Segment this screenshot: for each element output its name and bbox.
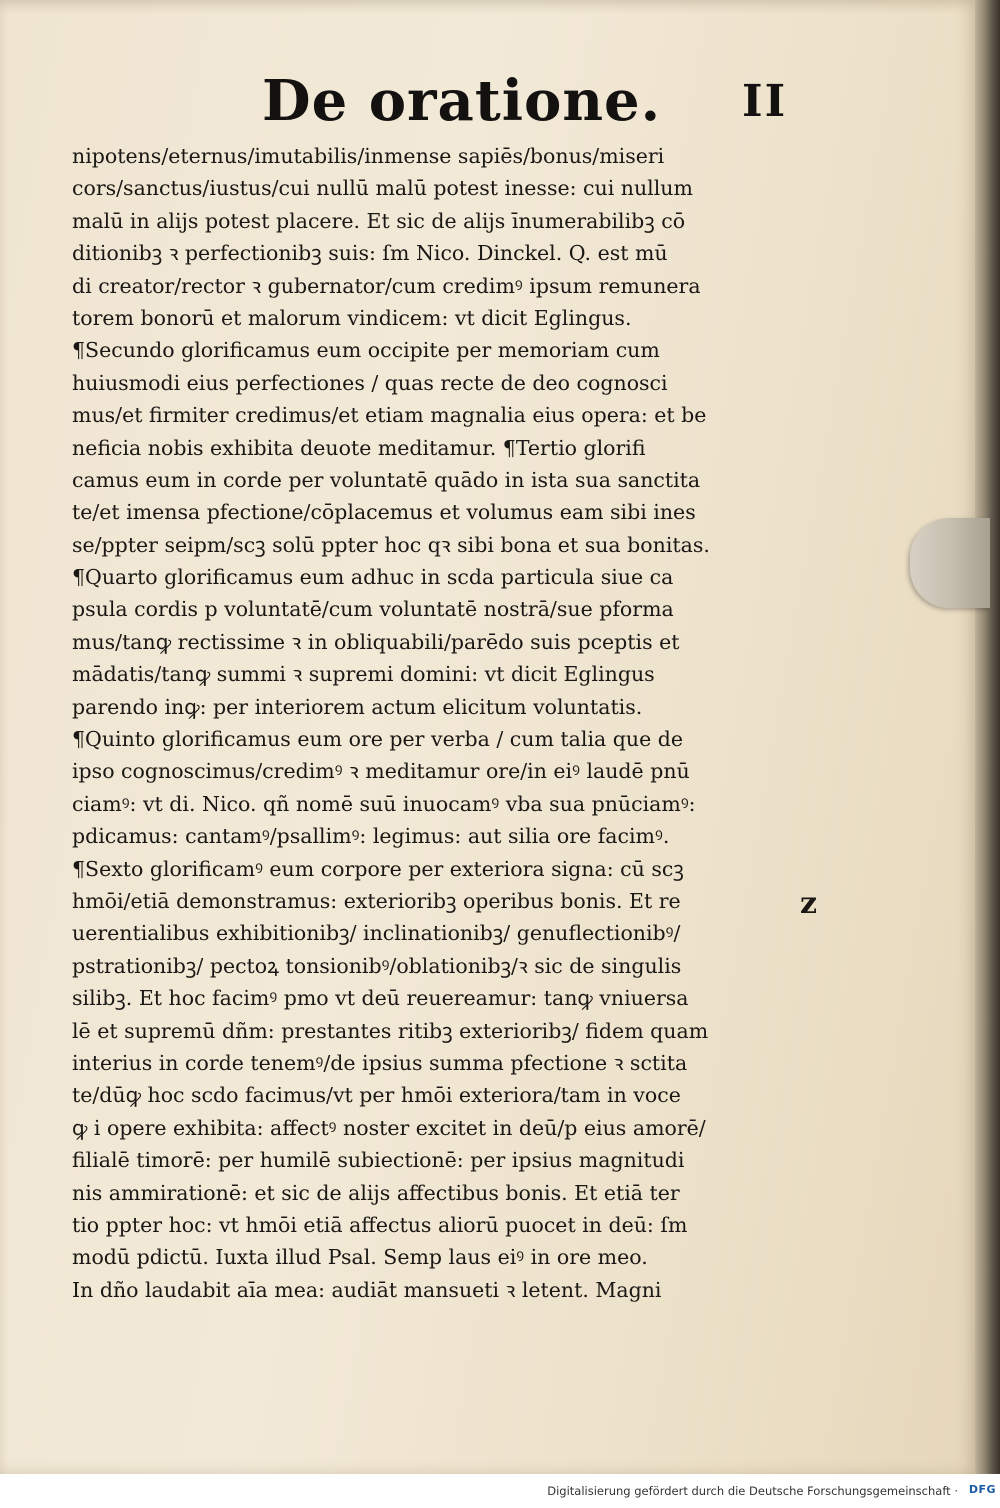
text-line: lē et supremū dñm: prestantes ritibꝫ exterioribꝫ/ fidem quam	[72, 1018, 709, 1043]
text-line: ¶Quinto glorificamus eum ore per verba / cum talia que de	[72, 727, 683, 752]
text-line: hmōi/etiā demonstramus: exterioribꝫ operibus bonis. Et re	[72, 888, 681, 913]
text-line: ¶Quarto glorificamus eum adhuc in scda particula siue ca	[72, 565, 674, 590]
text-line: uerentialibus exhibitionibꝫ/ inclinationibꝫ/ genuflectionibꝰ/	[72, 921, 681, 946]
digitization-footer	[0, 1474, 1000, 1508]
text-line: modū pdictū. Iuxta illud Psal. Semp laus eiꝰ in ore meo.	[72, 1245, 648, 1270]
text-line: pstrationibꝫ/ pectoꝝ tonsionibꝰ/oblationibꝫ/ꝛ sic de singulis	[72, 953, 682, 978]
text-line: te/dūꝙ hoc scdo facimus/vt per hmōi exteriora/tam in voce	[72, 1083, 681, 1108]
text-line: filialē timorē: per humilē subiectionē: per ipsius magnitudi	[72, 1148, 685, 1173]
text-line: huiusmodi eius perfectiones / quas recte de deo cognosci	[72, 370, 668, 395]
text-line: se/ppter seipm/scꝫ solū ppter hoc qꝛ sibi bona et sua bonitas.	[72, 532, 710, 557]
text-line: neficia nobis exhibita deuote meditamur. ¶Tertio glorifi	[72, 435, 646, 460]
signature-mark: z	[800, 886, 818, 921]
text-line: tio ppter hoc: vt hmōi etiā affectus aliorū puocet in deū: ſm	[72, 1212, 688, 1237]
text-line: parendo inꝙ: per interiorem actum elicitum voluntatis.	[72, 694, 643, 719]
text-line: mādatis/tanꝙ summi ꝛ supremi domini: vt dicit Eglingus	[72, 662, 655, 687]
text-line: In dño laudabit aīa mea: audiāt mansueti ꝛ letent. Magni	[72, 1277, 662, 1302]
footer-credit: Digitalisierung gefördert durch die Deutsche Forschungsgemeinschaft ·	[547, 1484, 958, 1498]
dfg-logo: DFG	[968, 1483, 996, 1496]
text-line: ditionibꝫ ꝛ perfectionibꝫ suis: ſm Nico. Dinckel. Q. est mū	[72, 241, 668, 266]
folio-number: II	[742, 76, 788, 127]
text-line: ciamꝰ: vt di. Nico. qñ nomē suū inuocamꝰ vba sua pnūciamꝰ:	[72, 791, 696, 816]
text-line: psula cordis p voluntatē/cum voluntatē nostrā/sue pforma	[72, 597, 674, 622]
page-clip	[910, 518, 990, 608]
page-edge	[975, 0, 1000, 1474]
text-line: ¶Sexto glorificamꝰ eum corpore per exteriora signa: cū scꝫ	[72, 856, 684, 881]
text-line: nipotens/eternus/imutabilis/inmense sapiēs/bonus/miseri	[72, 144, 665, 168]
text-line: mus/tanꝙ rectissime ꝛ in obliquabili/parēdo suis pceptis et	[72, 629, 680, 654]
text-line: interius in corde tenemꝰ/de ipsius summa pfectione ꝛ sctita	[72, 1050, 688, 1075]
text-line: malū in alijs potest placere. Et sic de alijs īnumerabilibꝫ cō	[72, 208, 686, 233]
text-line: nis ammirationē: et sic de alijs affectibus bonis. Et etiā ter	[72, 1180, 680, 1205]
text-line: cors/sanctus/iustus/cui nullū malū potest inesse: cui nullum	[72, 176, 693, 201]
running-head-title: De oratione.	[262, 68, 662, 134]
text-line: ꝙ i opere exhibita: affectꝰ noster excitet in deū/p eius amorē/	[72, 1115, 706, 1140]
text-line: pdicamus: cantamꝰ/psallimꝰ: legimus: aut silia ore facimꝰ.	[72, 824, 670, 849]
text-line: torem bonorū et malorum vindicem: vt dicit Eglingus.	[72, 305, 632, 330]
text-line: mus/et firmiter credimus/et etiam magnalia eius opera: et be	[72, 403, 707, 428]
page-body-text	[72, 140, 794, 1306]
text-line: silibꝫ. Et hoc facimꝰ pmo vt deū reuereamur: tanꝙ vniuersa	[72, 986, 689, 1011]
text-line: camus eum in corde per voluntatē quādo in ista sua sanctita	[72, 467, 701, 492]
text-line: di creator/rector ꝛ gubernator/cum credimꝰ ipsum remunera	[72, 273, 701, 298]
text-line: ipso cognoscimus/credimꝰ ꝛ meditamur ore/in eiꝰ laudē pnū	[72, 759, 690, 784]
text-line: ¶Secundo glorificamus eum occipite per memoriam cum	[72, 338, 660, 363]
text-line: te/et imensa pfectione/cōplacemus et volumus eam sibi ines	[72, 500, 696, 525]
